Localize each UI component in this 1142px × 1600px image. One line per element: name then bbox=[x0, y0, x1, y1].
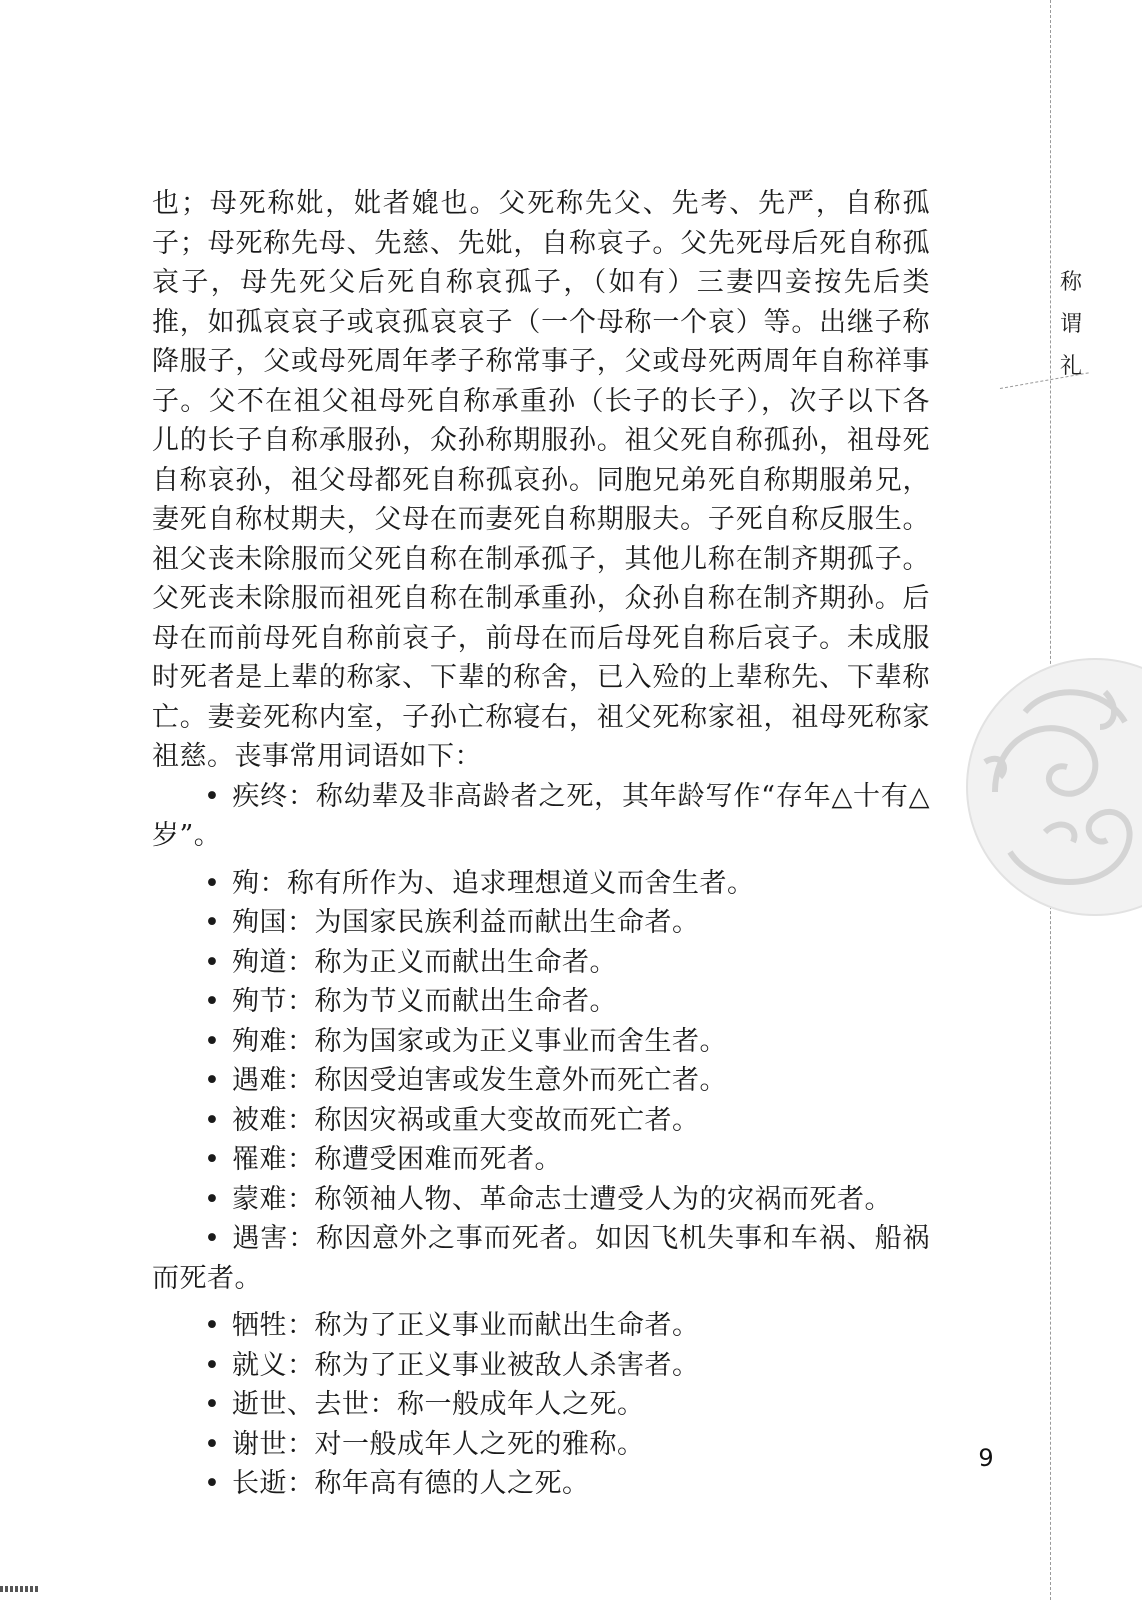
list-item: • 遇难：称因受迫害或发生意外而死亡者。 bbox=[152, 1061, 930, 1101]
list-item: • 殉难：称为国家或为正义事业而舍生者。 bbox=[152, 1022, 930, 1062]
scan-edge-mark bbox=[0, 1586, 40, 1592]
side-label-char: 称 bbox=[1059, 270, 1082, 295]
list-item: • 谢世：对一般成年人之死的雅称。 bbox=[152, 1425, 930, 1465]
body-text bbox=[152, 184, 930, 1504]
bullet-icon: • bbox=[204, 1065, 221, 1096]
list-item: • 罹难：称遭受困难而死者。 bbox=[152, 1140, 930, 1180]
bullet-icon: • bbox=[204, 1310, 221, 1341]
list-item: • 殉国：为国家民族利益而献出生命者。 bbox=[152, 903, 930, 943]
list-item: • 殉道：称为正义而献出生命者。 bbox=[152, 943, 930, 983]
bullet-icon: • bbox=[204, 1428, 221, 1460]
bullet-icon: • bbox=[204, 1104, 221, 1136]
main-paragraph: 也；母死称妣，妣者媲也。父死称先父、先考、先严，自称孤子；母死称先母、先慈、先妣，自称哀子。父先死母后死自称孤哀子，母先死父后死自称哀孤子，（如有）三妻四妾按先后类推，如孤哀哀子或哀孤哀哀子（一个母称一个哀）等。出继子称降服子，父或母死周年孝子称常事子，父或母死两周年自称祥事子。父不在祖父祖母死自称承重孙（长子的长子），次子以下各儿的长子自称承服孙，众孙称期服孙。祖父死自称孤孙，祖母死自称哀孙，祖父母都死自称孤哀孙。同胞兄弟死自称期服弟兄，妻死自称杖期夫，父母在而妻死自称期服夫。子死自称反服生。祖父丧未除服而父死自称在制承孤子，其他儿称在制齐期孤子。父死丧未除服而祖死自称在制承重孙，众孙自称在制齐期孙。后母在而前母死自称前哀子，前母在而后母死自称后哀子。未成服时死者是上辈的称家、下辈的称舍，已入殓的上辈称先、下辈称亡。妻妾死称内室，子孙亡称寝右，祖父死称家祖，祖母死称家祖慈。丧事常用词语如下： bbox=[152, 188, 930, 772]
bullet-icon: • bbox=[204, 780, 221, 812]
chapter-side-label bbox=[1051, 262, 1091, 388]
bullet-icon: • bbox=[204, 986, 221, 1017]
page-number: 9 bbox=[978, 1444, 994, 1472]
bullet-icon: • bbox=[204, 1389, 221, 1420]
bullet-icon: • bbox=[204, 1468, 221, 1499]
list-item: • 就义：称为了正义事业被敌人杀害者。 bbox=[152, 1346, 930, 1386]
list-item: • 疾终：称幼辈及非高龄者之死，其年龄写作“存年△十有△岁”。 bbox=[152, 777, 930, 856]
cloud-pattern-ornament bbox=[955, 652, 1142, 922]
list-item: • 殉：称有所作为、追求理想道义而舍生者。 bbox=[152, 864, 930, 904]
bullet-icon: • bbox=[204, 946, 221, 978]
bullet-icon: • bbox=[204, 1349, 221, 1381]
list-item: • 长逝：称年高有德的人之死。 bbox=[152, 1464, 930, 1504]
list-item: • 殉节：称为节义而献出生命者。 bbox=[152, 982, 930, 1022]
bullet-icon: • bbox=[204, 907, 221, 938]
list-item: • 牺牲：称为了正义事业而献出生命者。 bbox=[152, 1306, 930, 1346]
bullet-icon: • bbox=[204, 1183, 221, 1215]
bullet-icon: • bbox=[204, 1025, 221, 1057]
side-label-char: 谓 bbox=[1059, 312, 1082, 337]
list-item: • 遇害：称因意外之事而死者。如因飞机失事和车祸、船祸而死者。 bbox=[152, 1219, 930, 1298]
list-item: • 蒙难：称领袖人物、革命志士遭受人为的灾祸而死者。 bbox=[152, 1180, 930, 1220]
bullet-icon: • bbox=[204, 1223, 221, 1254]
bullet-icon: • bbox=[204, 1144, 221, 1175]
bullet-icon: • bbox=[204, 867, 221, 899]
side-label-char: 礼 bbox=[1059, 354, 1082, 379]
list-item: • 逝世、去世：称一般成年人之死。 bbox=[152, 1385, 930, 1425]
list-item: • 被难：称因灾祸或重大变故而死亡者。 bbox=[152, 1101, 930, 1141]
mourning-terms-list bbox=[152, 777, 930, 1504]
